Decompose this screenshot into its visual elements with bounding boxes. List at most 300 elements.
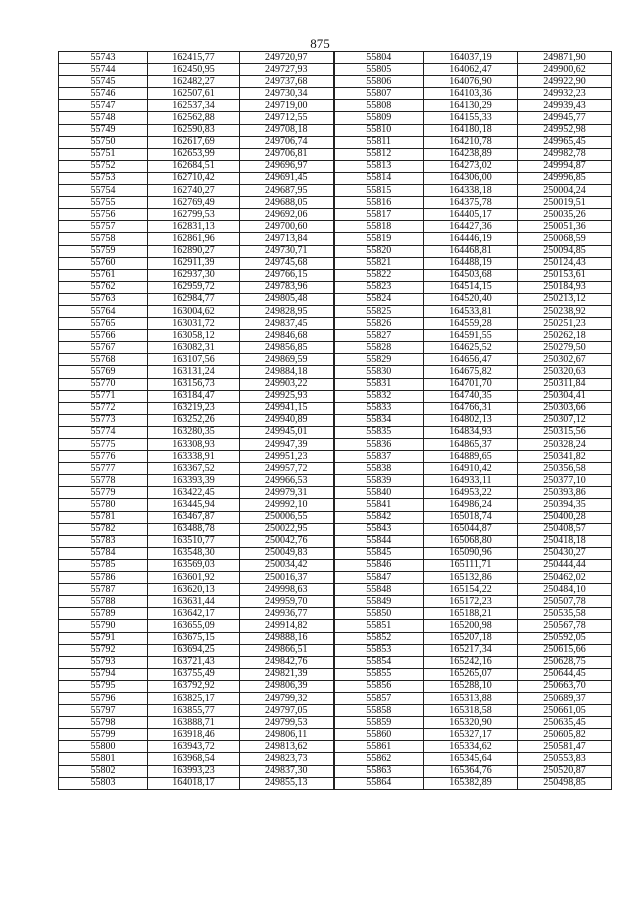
cell-point-number-left: 55785	[59, 559, 148, 571]
cell-point-number-left: 55759	[59, 245, 148, 257]
cell-point-number-right: 55812	[334, 148, 424, 160]
table-row	[59, 112, 612, 124]
cell-point-number-right: 55856	[334, 680, 424, 692]
cell-point-number-left: 55776	[59, 451, 148, 463]
cell-point-number-right: 55804	[334, 52, 424, 64]
cell-x-coordinate-right: 164533,81	[424, 305, 518, 317]
cell-y-coordinate-right: 250279,50	[518, 342, 612, 354]
cell-point-number-left: 55752	[59, 160, 148, 172]
cell-point-number-right: 55831	[334, 378, 424, 390]
cell-point-number-left: 55746	[59, 88, 148, 100]
table-row	[59, 185, 612, 197]
cell-y-coordinate-left: 249706,74	[240, 136, 334, 148]
cell-x-coordinate-left: 162710,42	[148, 172, 240, 184]
cell-x-coordinate-left: 163694,25	[148, 644, 240, 656]
cell-x-coordinate-right: 165200,98	[424, 620, 518, 632]
cell-y-coordinate-right: 249871,90	[518, 52, 612, 64]
cell-point-number-right: 55855	[334, 668, 424, 680]
cell-y-coordinate-left: 249730,34	[240, 88, 334, 100]
cell-point-number-left: 55744	[59, 64, 148, 76]
cell-x-coordinate-left: 162617,69	[148, 136, 240, 148]
cell-point-number-left: 55769	[59, 366, 148, 378]
cell-point-number-right: 55852	[334, 632, 424, 644]
cell-point-number-left: 55754	[59, 185, 148, 197]
table-row	[59, 378, 612, 390]
cell-x-coordinate-left: 163488,78	[148, 523, 240, 535]
cell-point-number-right: 55818	[334, 221, 424, 233]
cell-point-number-right: 55860	[334, 729, 424, 741]
cell-point-number-left: 55797	[59, 705, 148, 717]
cell-y-coordinate-left: 249799,32	[240, 692, 334, 704]
cell-x-coordinate-right: 164514,15	[424, 281, 518, 293]
cell-y-coordinate-right: 250238,92	[518, 305, 612, 317]
cell-x-coordinate-left: 163993,23	[148, 765, 240, 777]
cell-y-coordinate-left: 249691,45	[240, 172, 334, 184]
cell-point-number-left: 55768	[59, 354, 148, 366]
cell-y-coordinate-left: 250049,83	[240, 547, 334, 559]
cell-y-coordinate-right: 250535,58	[518, 608, 612, 620]
cell-y-coordinate-left: 249959,70	[240, 596, 334, 608]
cell-x-coordinate-right: 164130,29	[424, 100, 518, 112]
cell-point-number-right: 55827	[334, 330, 424, 342]
cell-point-number-right: 55816	[334, 197, 424, 209]
cell-x-coordinate-left: 162799,53	[148, 209, 240, 221]
cell-x-coordinate-left: 163918,46	[148, 729, 240, 741]
cell-y-coordinate-left: 249708,18	[240, 124, 334, 136]
cell-point-number-right: 55817	[334, 209, 424, 221]
cell-point-number-right: 55841	[334, 499, 424, 511]
cell-x-coordinate-right: 165345,64	[424, 753, 518, 765]
cell-x-coordinate-right: 165318,58	[424, 705, 518, 717]
cell-x-coordinate-left: 163548,30	[148, 547, 240, 559]
cell-x-coordinate-left: 162653,99	[148, 148, 240, 160]
cell-x-coordinate-left: 164018,17	[148, 777, 240, 789]
cell-x-coordinate-left: 163280,35	[148, 426, 240, 438]
table-row	[59, 475, 612, 487]
cell-x-coordinate-right: 164656,47	[424, 354, 518, 366]
cell-y-coordinate-right: 250498,85	[518, 777, 612, 789]
cell-x-coordinate-left: 162450,95	[148, 64, 240, 76]
table-row	[59, 656, 612, 668]
cell-x-coordinate-right: 164910,42	[424, 463, 518, 475]
cell-y-coordinate-right: 250307,12	[518, 414, 612, 426]
cell-y-coordinate-left: 249766,15	[240, 269, 334, 281]
cell-point-number-right: 55811	[334, 136, 424, 148]
cell-point-number-left: 55757	[59, 221, 148, 233]
table-row	[59, 160, 612, 172]
table-row	[59, 499, 612, 511]
cell-x-coordinate-right: 164062,47	[424, 64, 518, 76]
cell-x-coordinate-right: 165364,76	[424, 765, 518, 777]
cell-y-coordinate-left: 249727,93	[240, 64, 334, 76]
cell-point-number-left: 55792	[59, 644, 148, 656]
cell-point-number-left: 55802	[59, 765, 148, 777]
cell-y-coordinate-right: 250311,84	[518, 378, 612, 390]
table-row	[59, 64, 612, 76]
cell-y-coordinate-left: 249828,95	[240, 305, 334, 317]
table-row	[59, 342, 612, 354]
cell-x-coordinate-left: 163367,52	[148, 463, 240, 475]
cell-point-number-right: 55821	[334, 257, 424, 269]
cell-y-coordinate-right: 250520,87	[518, 765, 612, 777]
cell-x-coordinate-right: 164591,55	[424, 330, 518, 342]
cell-point-number-right: 55806	[334, 76, 424, 88]
cell-point-number-right: 55838	[334, 463, 424, 475]
cell-x-coordinate-right: 164503,68	[424, 269, 518, 281]
cell-y-coordinate-right: 250689,37	[518, 692, 612, 704]
cell-y-coordinate-left: 249806,11	[240, 729, 334, 741]
cell-point-number-left: 55791	[59, 632, 148, 644]
cell-y-coordinate-left: 249712,55	[240, 112, 334, 124]
cell-point-number-left: 55767	[59, 342, 148, 354]
cell-y-coordinate-right: 249965,45	[518, 136, 612, 148]
cell-x-coordinate-right: 164238,89	[424, 148, 518, 160]
cell-y-coordinate-left: 249914,82	[240, 620, 334, 632]
cell-y-coordinate-left: 250034,42	[240, 559, 334, 571]
cell-y-coordinate-right: 249945,77	[518, 112, 612, 124]
table-row	[59, 100, 612, 112]
cell-y-coordinate-left: 249951,23	[240, 451, 334, 463]
table-row	[59, 221, 612, 233]
table-row	[59, 705, 612, 717]
cell-y-coordinate-right: 250328,24	[518, 439, 612, 451]
coordinates-table-body	[59, 52, 612, 790]
cell-point-number-right: 55828	[334, 342, 424, 354]
table-row	[59, 197, 612, 209]
cell-y-coordinate-right: 250615,66	[518, 644, 612, 656]
cell-point-number-right: 55864	[334, 777, 424, 789]
cell-x-coordinate-left: 162537,34	[148, 100, 240, 112]
table-row	[59, 330, 612, 342]
cell-x-coordinate-right: 164405,17	[424, 209, 518, 221]
cell-y-coordinate-left: 249797,05	[240, 705, 334, 717]
cell-point-number-left: 55775	[59, 439, 148, 451]
cell-point-number-left: 55762	[59, 281, 148, 293]
table-row	[59, 257, 612, 269]
cell-y-coordinate-left: 249866,51	[240, 644, 334, 656]
cell-point-number-right: 55807	[334, 88, 424, 100]
cell-point-number-right: 55848	[334, 584, 424, 596]
cell-y-coordinate-right: 249939,43	[518, 100, 612, 112]
cell-y-coordinate-left: 249687,95	[240, 185, 334, 197]
table-row	[59, 439, 612, 451]
cell-y-coordinate-right: 250051,36	[518, 221, 612, 233]
table-row	[59, 281, 612, 293]
cell-y-coordinate-left: 249941,15	[240, 402, 334, 414]
cell-point-number-right: 55834	[334, 414, 424, 426]
cell-x-coordinate-right: 165313,88	[424, 692, 518, 704]
cell-point-number-left: 55761	[59, 269, 148, 281]
table-row	[59, 535, 612, 547]
cell-point-number-right: 55863	[334, 765, 424, 777]
cell-x-coordinate-right: 164273,02	[424, 160, 518, 172]
table-row	[59, 487, 612, 499]
cell-x-coordinate-left: 162831,13	[148, 221, 240, 233]
cell-y-coordinate-right: 250377,10	[518, 475, 612, 487]
cell-x-coordinate-left: 162562,88	[148, 112, 240, 124]
table-row	[59, 269, 612, 281]
cell-point-number-left: 55780	[59, 499, 148, 511]
cell-point-number-left: 55747	[59, 100, 148, 112]
table-row	[59, 632, 612, 644]
cell-x-coordinate-right: 165018,74	[424, 511, 518, 523]
cell-x-coordinate-left: 163107,56	[148, 354, 240, 366]
cell-point-number-right: 55842	[334, 511, 424, 523]
cell-x-coordinate-left: 163131,24	[148, 366, 240, 378]
table-row	[59, 620, 612, 632]
cell-y-coordinate-left: 250042,76	[240, 535, 334, 547]
table-row	[59, 741, 612, 753]
cell-x-coordinate-left: 162415,77	[148, 52, 240, 64]
cell-point-number-left: 55772	[59, 402, 148, 414]
cell-x-coordinate-right: 165090,96	[424, 547, 518, 559]
cell-x-coordinate-left: 163445,94	[148, 499, 240, 511]
cell-point-number-right: 55820	[334, 245, 424, 257]
cell-y-coordinate-left: 249805,48	[240, 293, 334, 305]
cell-x-coordinate-left: 163422,45	[148, 487, 240, 499]
cell-x-coordinate-right: 165217,34	[424, 644, 518, 656]
cell-point-number-right: 55815	[334, 185, 424, 197]
cell-y-coordinate-left: 249837,45	[240, 318, 334, 330]
cell-x-coordinate-left: 162590,83	[148, 124, 240, 136]
cell-x-coordinate-left: 163308,93	[148, 439, 240, 451]
cell-y-coordinate-right: 250320,63	[518, 366, 612, 378]
cell-point-number-left: 55773	[59, 414, 148, 426]
cell-x-coordinate-left: 162984,77	[148, 293, 240, 305]
cell-point-number-left: 55748	[59, 112, 148, 124]
cell-point-number-left: 55778	[59, 475, 148, 487]
cell-y-coordinate-left: 249979,31	[240, 487, 334, 499]
cell-y-coordinate-left: 249730,71	[240, 245, 334, 257]
cell-x-coordinate-right: 165327,17	[424, 729, 518, 741]
cell-x-coordinate-right: 164675,82	[424, 366, 518, 378]
cell-x-coordinate-left: 163338,91	[148, 451, 240, 463]
table-row	[59, 680, 612, 692]
table-row	[59, 293, 612, 305]
cell-point-number-left: 55756	[59, 209, 148, 221]
cell-y-coordinate-right: 250094,85	[518, 245, 612, 257]
table-row	[59, 354, 612, 366]
cell-x-coordinate-right: 165188,21	[424, 608, 518, 620]
cell-y-coordinate-right: 250394,35	[518, 499, 612, 511]
cell-y-coordinate-right: 250004,24	[518, 185, 612, 197]
cell-x-coordinate-left: 163943,72	[148, 741, 240, 753]
cell-y-coordinate-right: 250661,05	[518, 705, 612, 717]
cell-x-coordinate-right: 165334,62	[424, 741, 518, 753]
cell-y-coordinate-left: 249925,93	[240, 390, 334, 402]
cell-y-coordinate-left: 249737,68	[240, 76, 334, 88]
cell-y-coordinate-left: 250006,55	[240, 511, 334, 523]
cell-x-coordinate-left: 163721,43	[148, 656, 240, 668]
cell-y-coordinate-right: 250644,45	[518, 668, 612, 680]
cell-point-number-left: 55799	[59, 729, 148, 741]
cell-x-coordinate-left: 163004,62	[148, 305, 240, 317]
table-row	[59, 209, 612, 221]
table-row	[59, 753, 612, 765]
table-row	[59, 692, 612, 704]
cell-x-coordinate-right: 164986,24	[424, 499, 518, 511]
cell-x-coordinate-right: 164953,22	[424, 487, 518, 499]
cell-point-number-right: 55826	[334, 318, 424, 330]
cell-point-number-right: 55854	[334, 656, 424, 668]
cell-y-coordinate-right: 250303,66	[518, 402, 612, 414]
cell-y-coordinate-right: 250484,10	[518, 584, 612, 596]
cell-x-coordinate-right: 165242,16	[424, 656, 518, 668]
cell-x-coordinate-left: 163855,77	[148, 705, 240, 717]
cell-y-coordinate-right: 249994,87	[518, 160, 612, 172]
cell-y-coordinate-right: 250400,28	[518, 511, 612, 523]
cell-x-coordinate-right: 164559,28	[424, 318, 518, 330]
cell-point-number-right: 55858	[334, 705, 424, 717]
table-row	[59, 148, 612, 160]
cell-x-coordinate-left: 163675,15	[148, 632, 240, 644]
table-row	[59, 426, 612, 438]
cell-x-coordinate-left: 163252,26	[148, 414, 240, 426]
cell-y-coordinate-left: 249837,30	[240, 765, 334, 777]
cell-point-number-left: 55758	[59, 233, 148, 245]
cell-y-coordinate-right: 249932,23	[518, 88, 612, 100]
table-row	[59, 52, 612, 64]
cell-y-coordinate-left: 249706,81	[240, 148, 334, 160]
cell-point-number-left: 55783	[59, 535, 148, 547]
cell-x-coordinate-left: 163792,92	[148, 680, 240, 692]
cell-y-coordinate-left: 250022,95	[240, 523, 334, 535]
table-row	[59, 305, 612, 317]
table-row	[59, 717, 612, 729]
table-row	[59, 547, 612, 559]
cell-y-coordinate-left: 249945,01	[240, 426, 334, 438]
cell-y-coordinate-left: 249992,10	[240, 499, 334, 511]
cell-y-coordinate-right: 250262,18	[518, 330, 612, 342]
cell-y-coordinate-right: 249982,78	[518, 148, 612, 160]
cell-point-number-left: 55749	[59, 124, 148, 136]
cell-point-number-right: 55839	[334, 475, 424, 487]
cell-point-number-right: 55805	[334, 64, 424, 76]
cell-y-coordinate-left: 249719,00	[240, 100, 334, 112]
cell-point-number-right: 55810	[334, 124, 424, 136]
cell-x-coordinate-left: 162959,72	[148, 281, 240, 293]
cell-x-coordinate-right: 164740,35	[424, 390, 518, 402]
cell-point-number-left: 55760	[59, 257, 148, 269]
cell-y-coordinate-right: 249900,62	[518, 64, 612, 76]
cell-y-coordinate-left: 249940,89	[240, 414, 334, 426]
table-row	[59, 584, 612, 596]
cell-y-coordinate-left: 249856,85	[240, 342, 334, 354]
cell-x-coordinate-left: 162861,96	[148, 233, 240, 245]
cell-y-coordinate-left: 249713,84	[240, 233, 334, 245]
cell-x-coordinate-left: 163082,31	[148, 342, 240, 354]
cell-x-coordinate-right: 164766,31	[424, 402, 518, 414]
cell-y-coordinate-right: 250592,05	[518, 632, 612, 644]
cell-x-coordinate-right: 165111,71	[424, 559, 518, 571]
cell-x-coordinate-left: 163655,09	[148, 620, 240, 632]
cell-x-coordinate-right: 164488,19	[424, 257, 518, 269]
cell-y-coordinate-left: 249799,53	[240, 717, 334, 729]
cell-point-number-left: 55770	[59, 378, 148, 390]
table-row	[59, 76, 612, 88]
cell-point-number-left: 55796	[59, 692, 148, 704]
cell-x-coordinate-left: 163968,54	[148, 753, 240, 765]
cell-x-coordinate-right: 164446,19	[424, 233, 518, 245]
table-row	[59, 245, 612, 257]
cell-x-coordinate-left: 163393,39	[148, 475, 240, 487]
cell-y-coordinate-right: 249952,98	[518, 124, 612, 136]
cell-point-number-left: 55764	[59, 305, 148, 317]
cell-y-coordinate-right: 250444,44	[518, 559, 612, 571]
cell-y-coordinate-right: 250213,12	[518, 293, 612, 305]
cell-x-coordinate-right: 164933,11	[424, 475, 518, 487]
cell-y-coordinate-right: 250019,51	[518, 197, 612, 209]
cell-x-coordinate-left: 163467,87	[148, 511, 240, 523]
table-row	[59, 414, 612, 426]
cell-y-coordinate-left: 249855,13	[240, 777, 334, 789]
cell-point-number-left: 55789	[59, 608, 148, 620]
cell-y-coordinate-left: 249783,96	[240, 281, 334, 293]
cell-point-number-right: 55859	[334, 717, 424, 729]
cell-y-coordinate-right: 250507,78	[518, 596, 612, 608]
table-row	[59, 366, 612, 378]
cell-point-number-left: 55784	[59, 547, 148, 559]
table-row	[59, 765, 612, 777]
cell-x-coordinate-left: 162937,30	[148, 269, 240, 281]
cell-y-coordinate-right: 250567,78	[518, 620, 612, 632]
cell-y-coordinate-left: 249947,39	[240, 439, 334, 451]
cell-x-coordinate-left: 163156,73	[148, 378, 240, 390]
cell-y-coordinate-left: 249957,72	[240, 463, 334, 475]
coordinates-table	[58, 51, 612, 790]
cell-x-coordinate-right: 164180,18	[424, 124, 518, 136]
cell-point-number-right: 55814	[334, 172, 424, 184]
table-row	[59, 402, 612, 414]
cell-point-number-left: 55771	[59, 390, 148, 402]
cell-y-coordinate-left: 249745,68	[240, 257, 334, 269]
cell-point-number-right: 55829	[334, 354, 424, 366]
table-row	[59, 172, 612, 184]
cell-point-number-left: 55755	[59, 197, 148, 209]
cell-y-coordinate-right: 250302,67	[518, 354, 612, 366]
cell-x-coordinate-left: 162740,27	[148, 185, 240, 197]
cell-point-number-left: 55795	[59, 680, 148, 692]
cell-y-coordinate-right: 250315,56	[518, 426, 612, 438]
cell-x-coordinate-left: 163755,49	[148, 668, 240, 680]
table-row	[59, 644, 612, 656]
cell-x-coordinate-right: 165207,18	[424, 632, 518, 644]
cell-x-coordinate-right: 165132,86	[424, 572, 518, 584]
cell-point-number-right: 55830	[334, 366, 424, 378]
table-row	[59, 523, 612, 535]
cell-x-coordinate-right: 164427,36	[424, 221, 518, 233]
cell-point-number-right: 55844	[334, 535, 424, 547]
cell-x-coordinate-right: 165068,80	[424, 535, 518, 547]
cell-point-number-left: 55774	[59, 426, 148, 438]
cell-x-coordinate-right: 165320,90	[424, 717, 518, 729]
cell-point-number-left: 55788	[59, 596, 148, 608]
cell-y-coordinate-right: 250035,26	[518, 209, 612, 221]
cell-x-coordinate-right: 164701,70	[424, 378, 518, 390]
cell-y-coordinate-right: 250304,41	[518, 390, 612, 402]
cell-point-number-left: 55803	[59, 777, 148, 789]
cell-y-coordinate-left: 249888,16	[240, 632, 334, 644]
cell-x-coordinate-right: 165154,22	[424, 584, 518, 596]
cell-point-number-left: 55751	[59, 148, 148, 160]
cell-x-coordinate-right: 164625,52	[424, 342, 518, 354]
cell-x-coordinate-right: 164076,90	[424, 76, 518, 88]
cell-x-coordinate-left: 163888,71	[148, 717, 240, 729]
table-row	[59, 124, 612, 136]
table-row	[59, 390, 612, 402]
cell-x-coordinate-left: 163601,92	[148, 572, 240, 584]
cell-x-coordinate-left: 163184,47	[148, 390, 240, 402]
